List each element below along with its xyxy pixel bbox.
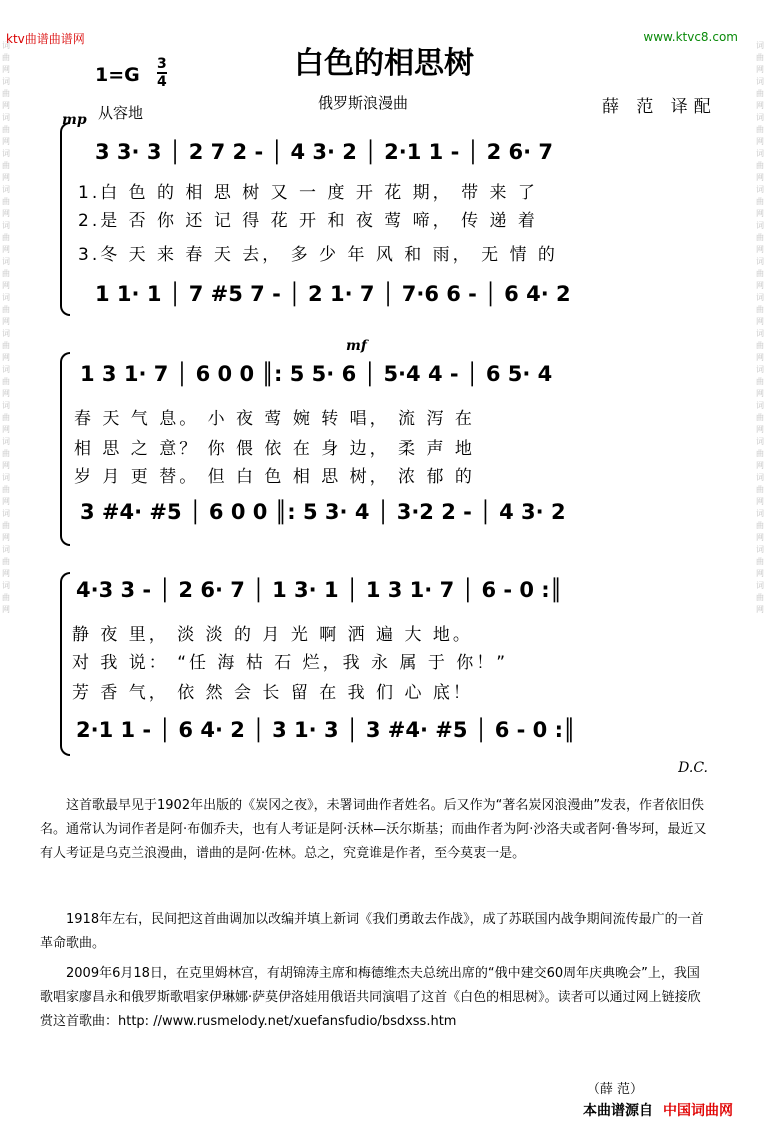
lyric-verse-3: 芳 香 气， 依 然 会 长 留 在 我 们 心 底！ [72, 683, 473, 703]
time-top: 3 [157, 56, 167, 72]
lyric-verse-3: 3.冬 天 来 春 天 去， 多 少 年 风 和 雨， 无 情 的 [78, 245, 558, 265]
dynamic-mf: mf [346, 338, 367, 354]
lyric-verse-2: 对 我 说： “任 海 枯 石 烂，我 永 属 于 你！” [72, 653, 509, 673]
system-brace [60, 122, 70, 316]
header-url[interactable]: www.ktvc8.com [643, 30, 738, 44]
lyric-verse-1: 春 天 气 息。 小 夜 莺 婉 转 唱， 流 泻 在 [74, 409, 475, 429]
time-bottom: 4 [157, 74, 167, 90]
upper-voice-notes: 4·3 3 - │ 2 6· 7 │ 1 3· 1 │ 1 3 1· 7 │ 6 - 0 :║ [76, 578, 563, 602]
tempo-marking: 从容地 [98, 104, 144, 122]
dynamic-mp: mp [62, 112, 87, 128]
paragraph-3: 2009年6月18日，在克里姆林宫，有胡锦涛主席和梅德维杰夫总统出席的“俄中建交60周年庆典晚会”上，我国歌唱家廖昌永和俄罗斯歌唱家伊琳娜·萨莫伊洛娃用俄语共同演唱了这首《白色的相思树》。读者可以通过网上链接欣赏这首歌曲：http: //www.rusmelody.net/xuefansfudio/bsdxss.htm [40, 966, 701, 1029]
lyric-verse-2: 2.是 否 你 还 记 得 花 开 和 夜 莺 啼， 传 递 着 [78, 211, 538, 231]
paragraph-1: 这首歌最早见于1902年出版的《炭冈之夜》，未署词曲作者姓名。后又作为“著名炭冈浪漫曲”发表，作者依旧佚名。通常认为词作者是阿·布伽乔夫，也有人考证是阿·沃林—沃尔斯基；而曲作者为阿·沙洛夫或者阿·鲁岑珂，最近又有人考证是乌克兰浪漫曲，谱曲的是阿·佐林。总之，究竟谁是作者，至今莫衷一是。 [40, 798, 707, 861]
lower-voice-notes: 2·1 1 - │ 6 4· 2 │ 3 1· 3 │ 3 #4· #5 │ 6 - 0 :║ [76, 718, 576, 742]
lyric-verse-2: 相 思 之 意？ 你 偎 依 在 身 边， 柔 声 地 [74, 439, 475, 459]
paragraph-2: 1918年左右，民间把这首曲调加以改编并填上新词《我们勇敢去作战》，成了苏联国内战争期间流传最广的一首革命歌曲。 [40, 912, 704, 951]
da-capo-mark: D.C. [678, 760, 708, 776]
system-brace [60, 572, 70, 756]
lyric-verse-1: 静 夜 里， 淡 淡 的 月 光 啊 洒 遍 大 地。 [72, 625, 473, 645]
subtitle: 俄罗斯浪漫曲 [318, 94, 409, 112]
lyric-verse-1: 1.白 色 的 相 思 树 又 一 度 开 花 期， 带 来 了 [78, 183, 538, 203]
footer-source [583, 1100, 733, 1120]
time-signature [157, 56, 167, 90]
lower-voice-notes: 1 1· 1 │ 7 #5 7 - │ 2 1· 7 │ 7·6 6 - │ 6 4· 2 [95, 282, 571, 306]
header-site-left[interactable]: ktv曲谱曲谱网 [6, 32, 85, 46]
upper-voice-notes: 1 3 1· 7 │ 6 0 0 ║: 5 5· 6 │ 5·4 4 - │ 6 5· 4 [80, 362, 553, 386]
key-signature: 1=G [95, 64, 140, 86]
arranger: 薛 范 译配 [602, 97, 717, 117]
song-title: 白色的相思树 [294, 46, 474, 81]
footer-site-link[interactable]: 中国词曲网 [663, 1103, 733, 1119]
footer-source-label: 本曲谱源自 [583, 1103, 653, 1119]
credit-signature: （薛 范） [586, 1082, 643, 1097]
side-watermark-right: 词曲网词曲网词曲网词曲网词曲网词曲网词曲网词曲网词曲网词曲网词曲网词曲网词曲网词曲网词曲网词曲网 [756, 41, 764, 614]
system-brace [60, 352, 70, 546]
side-watermark-left: 词曲网词曲网词曲网词曲网词曲网词曲网词曲网词曲网词曲网词曲网词曲网词曲网词曲网词曲网词曲网词曲网 [2, 41, 10, 614]
lower-voice-notes: 3 #4· #5 │ 6 0 0 ║: 5 3· 4 │ 3·2 2 - │ 4 3· 2 [80, 500, 566, 524]
lyric-verse-3: 岁 月 更 替。 但 白 色 相 思 树， 浓 郁 的 [74, 467, 475, 487]
upper-voice-notes: 3 3· 3 │ 2 7 2 - │ 4 3· 2 │ 2·1 1 - │ 2 6· 7 [95, 140, 554, 164]
